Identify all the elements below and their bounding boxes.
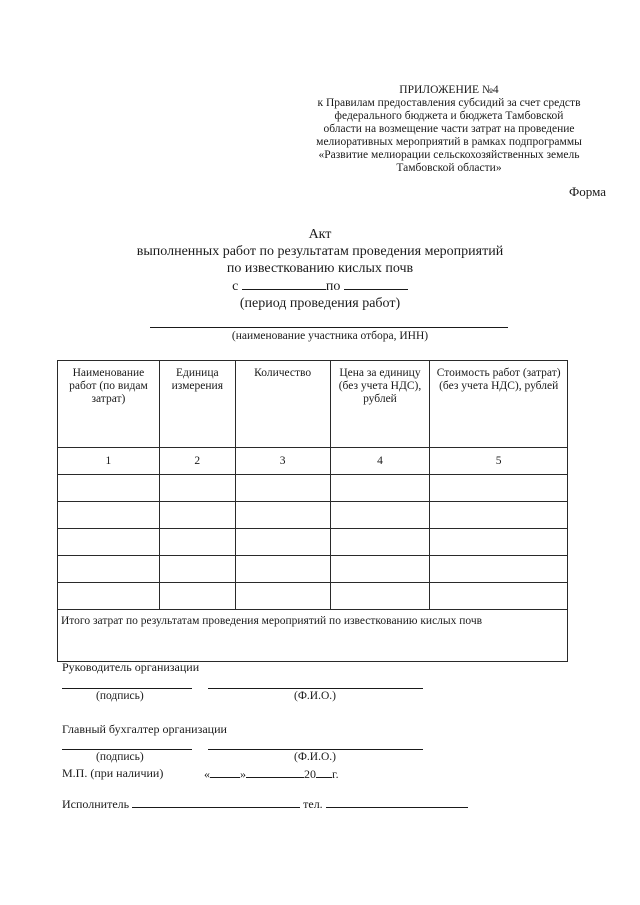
period-from-label: с bbox=[232, 279, 239, 294]
table-cell[interactable] bbox=[430, 583, 568, 610]
phone-label: тел. bbox=[303, 797, 323, 811]
table-cell[interactable] bbox=[430, 529, 568, 556]
period-to-label: по bbox=[325, 279, 341, 294]
table-cell[interactable] bbox=[58, 556, 160, 583]
appendix-line: мелиоративных мероприятий в рамках подпрограммы bbox=[316, 136, 582, 148]
table-number-row bbox=[58, 448, 568, 475]
appendix-title: ПРИЛОЖЕНИЕ №4 bbox=[399, 84, 499, 96]
works-table bbox=[57, 360, 568, 662]
participant-caption: (наименование участника отбора, ИНН) bbox=[231, 330, 429, 342]
document-title bbox=[0, 226, 640, 312]
date-day-field[interactable] bbox=[210, 766, 240, 778]
appendix-line: Тамбовской области» bbox=[396, 162, 502, 174]
table-cell[interactable] bbox=[58, 583, 160, 610]
appendix-line: к Правилам предоставления субсидий за счет средств bbox=[317, 97, 581, 109]
date-year-suffix: г. bbox=[332, 767, 339, 781]
period-to-field[interactable] bbox=[344, 277, 408, 290]
table-cell[interactable] bbox=[58, 529, 160, 556]
executor-field[interactable] bbox=[132, 796, 300, 808]
table-row bbox=[58, 583, 568, 610]
date-close-quote: » bbox=[240, 767, 246, 781]
period-row bbox=[0, 277, 640, 295]
table-cell[interactable] bbox=[235, 502, 330, 529]
header-cell-unit: Единица измерения bbox=[159, 361, 235, 448]
table-row bbox=[58, 529, 568, 556]
total-label: Итого затрат по результатам проведения мероприятий по известкованию кислых почв bbox=[58, 610, 568, 662]
director-label: Руководитель организации bbox=[62, 660, 200, 674]
table-total-row bbox=[58, 610, 568, 662]
column-number: 2 bbox=[159, 448, 235, 475]
accountant-signature-caption: (подпись) bbox=[96, 751, 144, 763]
appendix-line: «Развитие мелиорации сельскохозяйственных земель bbox=[318, 149, 580, 161]
table-row bbox=[58, 556, 568, 583]
table-cell[interactable] bbox=[58, 475, 160, 502]
table-cell[interactable] bbox=[159, 529, 235, 556]
executor-row bbox=[62, 796, 468, 812]
column-number: 3 bbox=[235, 448, 330, 475]
table-cell[interactable] bbox=[159, 502, 235, 529]
accountant-fio-field[interactable] bbox=[208, 749, 423, 750]
date-month-field[interactable] bbox=[246, 766, 304, 778]
table-row bbox=[58, 475, 568, 502]
table-cell[interactable] bbox=[58, 502, 160, 529]
date-row bbox=[204, 766, 339, 782]
executor-label: Исполнитель bbox=[62, 797, 130, 811]
title-line-1: Акт bbox=[308, 227, 332, 242]
accountant-label: Главный бухгалтер организации bbox=[62, 722, 227, 736]
date-open-quote: « bbox=[204, 767, 210, 781]
column-number: 4 bbox=[330, 448, 430, 475]
accountant-signature-field[interactable] bbox=[62, 749, 192, 750]
table-cell[interactable] bbox=[159, 583, 235, 610]
title-line-3: по известкованию кислых почв bbox=[226, 261, 414, 276]
table-cell[interactable] bbox=[430, 502, 568, 529]
header-cell-price: Цена за единицу (без учета НДС), рублей bbox=[330, 361, 430, 448]
director-fio-field[interactable] bbox=[208, 688, 423, 689]
header-cell-quantity: Количество bbox=[235, 361, 330, 448]
table-cell[interactable] bbox=[430, 556, 568, 583]
title-line-2: выполненных работ по результатам проведения мероприятий bbox=[136, 244, 504, 259]
table-cell[interactable] bbox=[235, 583, 330, 610]
header-cell-cost: Стоимость работ (затрат) (без учета НДС), рублей bbox=[430, 361, 568, 448]
table-cell[interactable] bbox=[235, 529, 330, 556]
director-signature-caption: (подпись) bbox=[96, 690, 144, 702]
seal-label: М.П. (при наличии) bbox=[62, 766, 164, 780]
table-cell[interactable] bbox=[330, 556, 430, 583]
date-year-field[interactable] bbox=[316, 766, 332, 778]
period-from-field[interactable] bbox=[242, 277, 326, 290]
accountant-fio-caption: (Ф.И.О.) bbox=[294, 751, 336, 763]
table-cell[interactable] bbox=[235, 556, 330, 583]
table-cell[interactable] bbox=[235, 475, 330, 502]
form-label: Форма bbox=[569, 184, 606, 199]
table-cell[interactable] bbox=[330, 475, 430, 502]
appendix-header bbox=[292, 84, 606, 175]
phone-field[interactable] bbox=[326, 796, 468, 808]
table-row bbox=[58, 502, 568, 529]
director-signature-field[interactable] bbox=[62, 688, 192, 689]
appendix-line: федерального бюджета и бюджета Тамбовской bbox=[334, 110, 564, 122]
table-cell[interactable] bbox=[330, 529, 430, 556]
appendix-line: области на возмещение части затрат на проведение bbox=[323, 123, 575, 135]
participant-field[interactable] bbox=[150, 327, 508, 328]
table-cell[interactable] bbox=[159, 556, 235, 583]
header-cell-name: Наименование работ (по видам затрат) bbox=[58, 361, 160, 448]
table-cell[interactable] bbox=[430, 475, 568, 502]
table-cell[interactable] bbox=[330, 583, 430, 610]
table-cell[interactable] bbox=[330, 502, 430, 529]
column-number: 1 bbox=[58, 448, 160, 475]
director-fio-caption: (Ф.И.О.) bbox=[294, 690, 336, 702]
table-header-row bbox=[58, 361, 568, 448]
column-number: 5 bbox=[430, 448, 568, 475]
date-year-prefix: 20 bbox=[304, 767, 316, 781]
table-cell[interactable] bbox=[159, 475, 235, 502]
period-caption: (период проведения работ) bbox=[239, 296, 401, 311]
